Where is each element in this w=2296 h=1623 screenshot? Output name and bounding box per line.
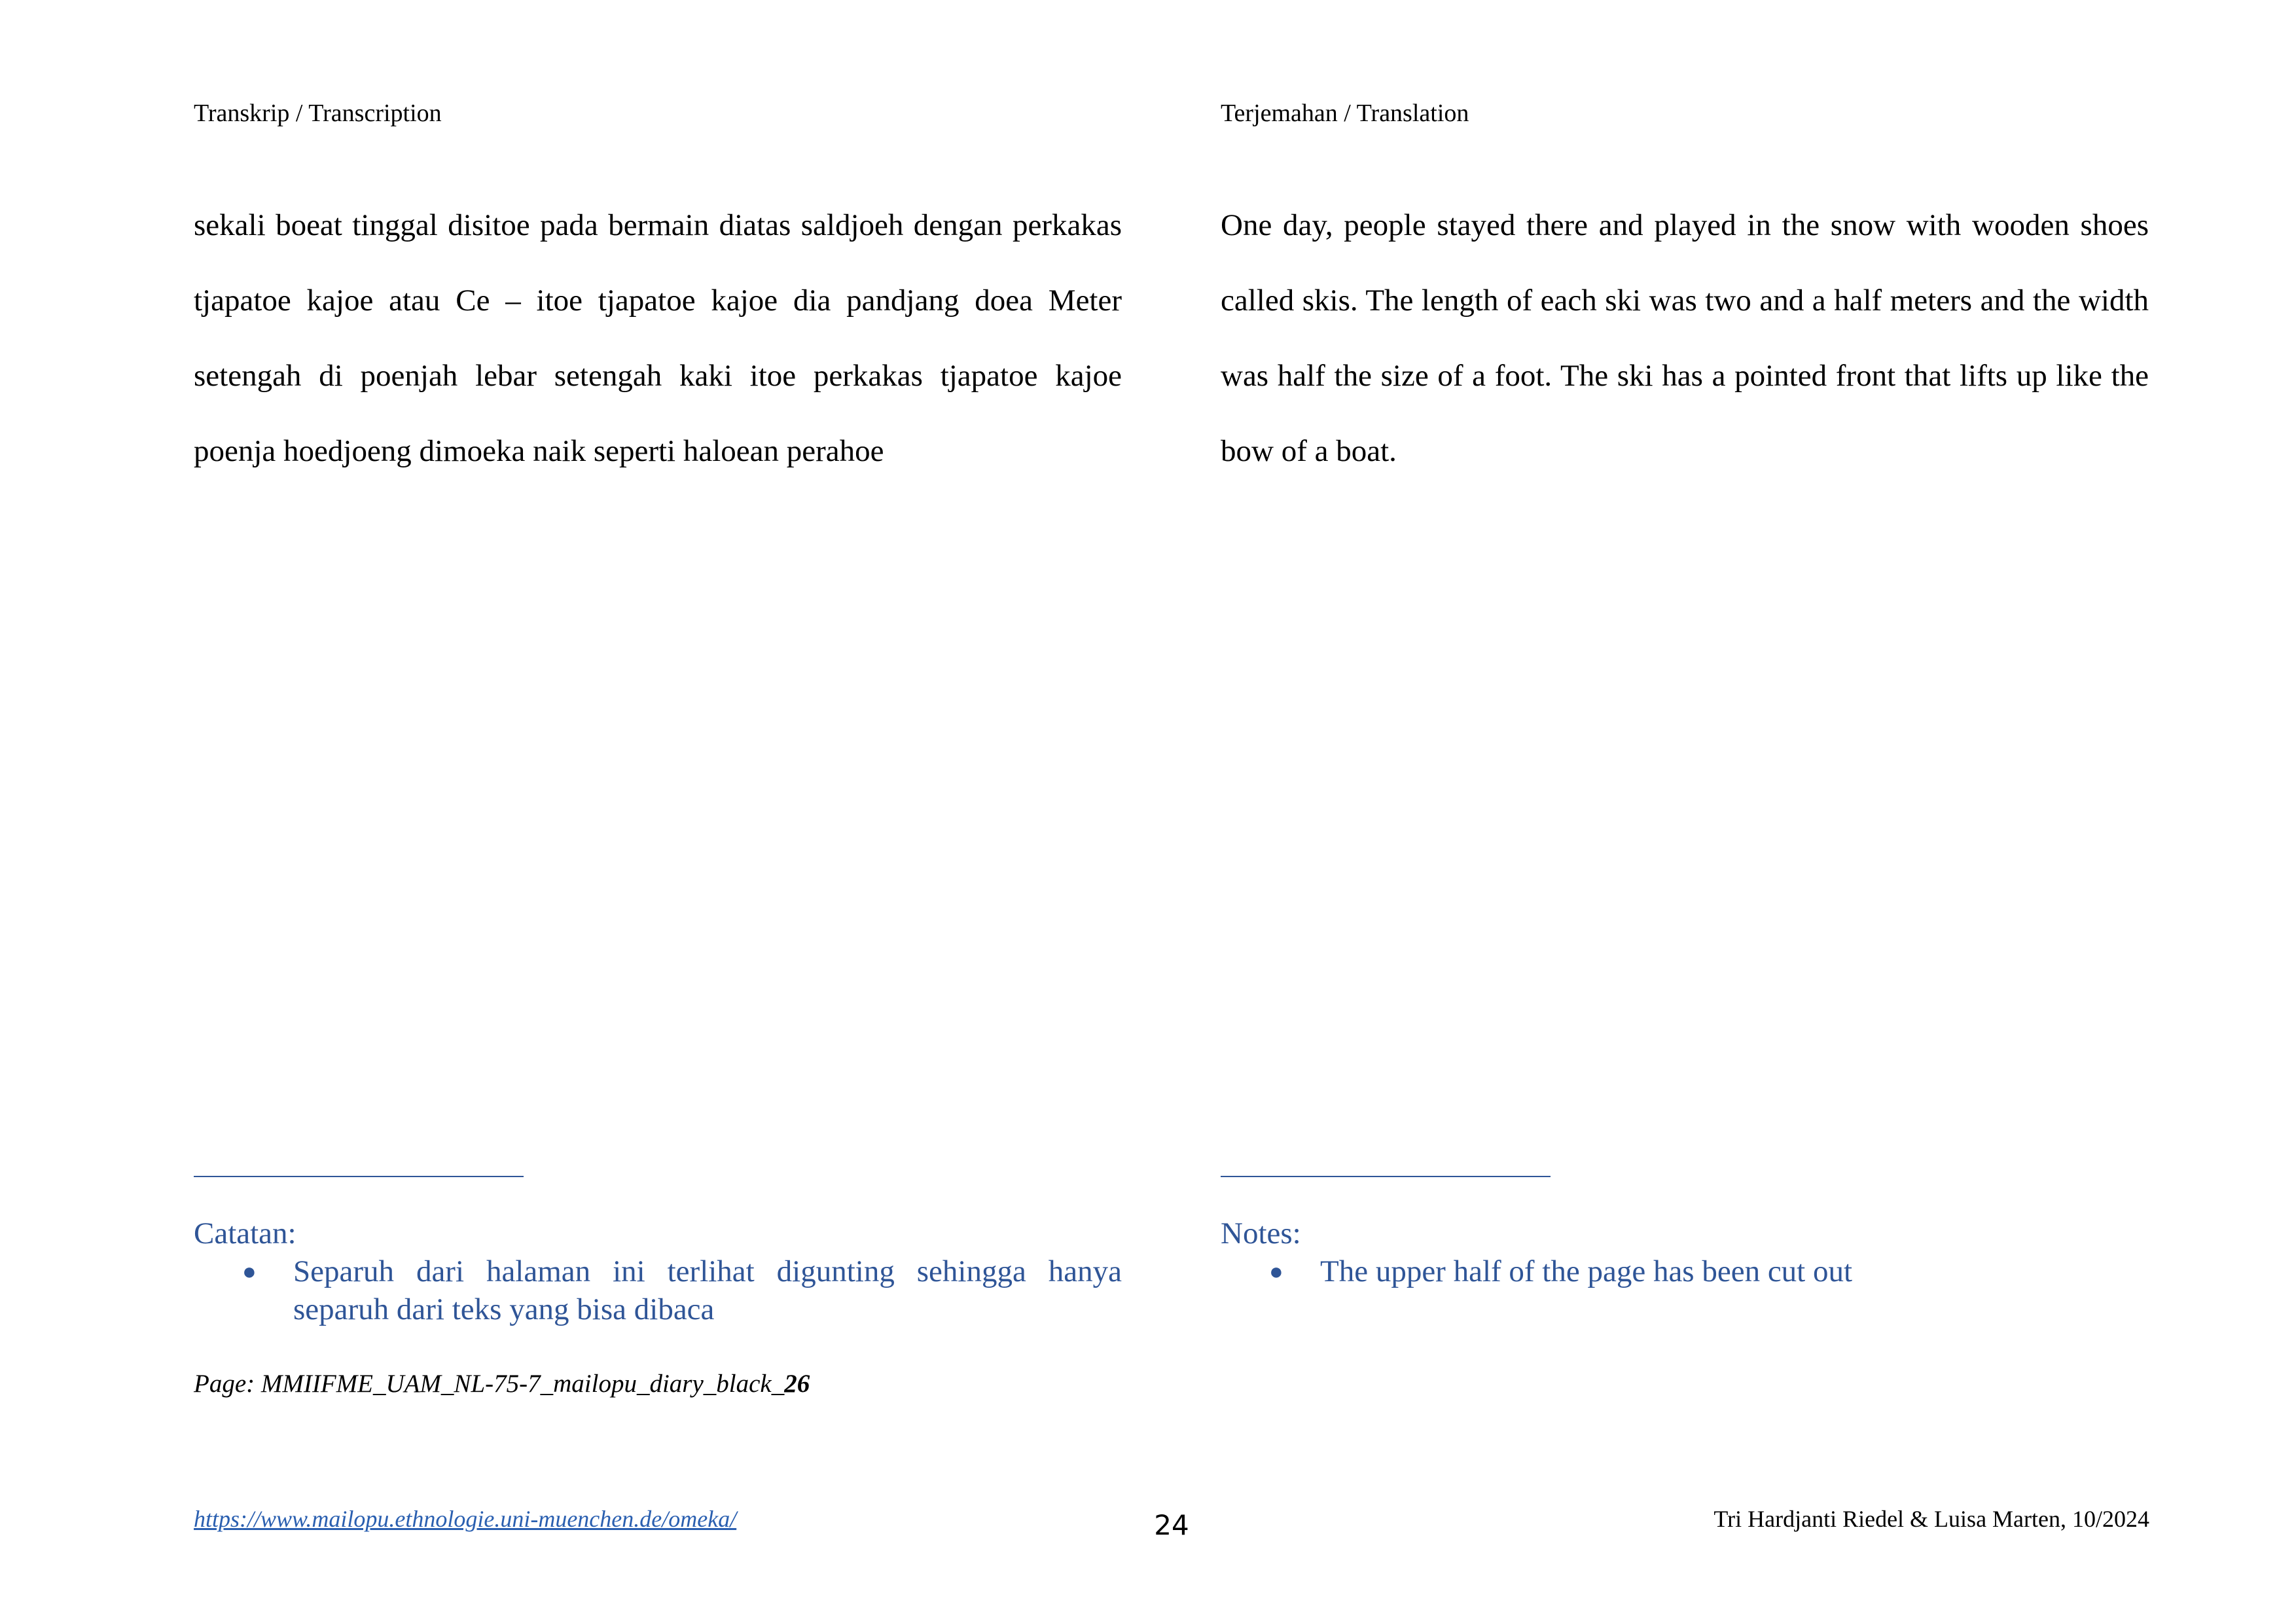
page-number: 24 [1154,1509,1189,1541]
author-credit: Tri Hardjanti Riedel & Luisa Marten, 10/2024 [1713,1506,2149,1532]
transcription-header: Transkrip / Transcription [194,100,442,127]
bullet-icon: ● [1269,1258,1283,1285]
footnote-divider [194,1176,524,1177]
page-reference-number: 26 [784,1370,810,1398]
bullet-icon: ● [242,1258,257,1285]
footnote-divider [1221,1176,1551,1177]
note-item [194,1252,1122,1328]
note-text: Separuh dari halaman ini terlihat digunting sehingga hanya separuh dari teks yang bisa dibaca [293,1254,1122,1326]
notes-list-id [194,1252,1122,1328]
page-reference-prefix: Page: MMIIFME_UAM_NL-75-7_mailopu_diary_black_ [194,1370,785,1398]
note-text: The upper half of the page has been cut out [1320,1254,1853,1288]
notes-title-en: Notes: [1221,1216,1301,1250]
transcription-text: sekali boeat tinggal disitoe pada bermain diatas saldjoeh dengan perkakas tjapatoe kajoe atau Ce – itoe tjapatoe kajoe dia pandjang doea Meter setengah di poenjah lebar setengah kaki itoe perkakas tjapatoe kajoe poenja hoedjoeng dimoeka naik seperti haloean perahoe [194,208,1122,468]
archive-link[interactable]: https://www.mailopu.ethnologie.uni-muenchen.de/omeka/ [194,1506,737,1532]
notes-title-id: Catatan: [194,1216,296,1250]
translation-text: One day, people stayed there and played in the snow with wooden shoes called skis. The length of each ski was two and a half meters and the width was half the size of a foot. The ski has a pointed front that lifts up like the bow of a boat. [1221,208,2149,468]
page-reference [194,1368,810,1400]
notes-list-en [1221,1252,2149,1290]
translation-header: Terjemahan / Translation [1221,100,1469,127]
note-item [1221,1252,2149,1290]
